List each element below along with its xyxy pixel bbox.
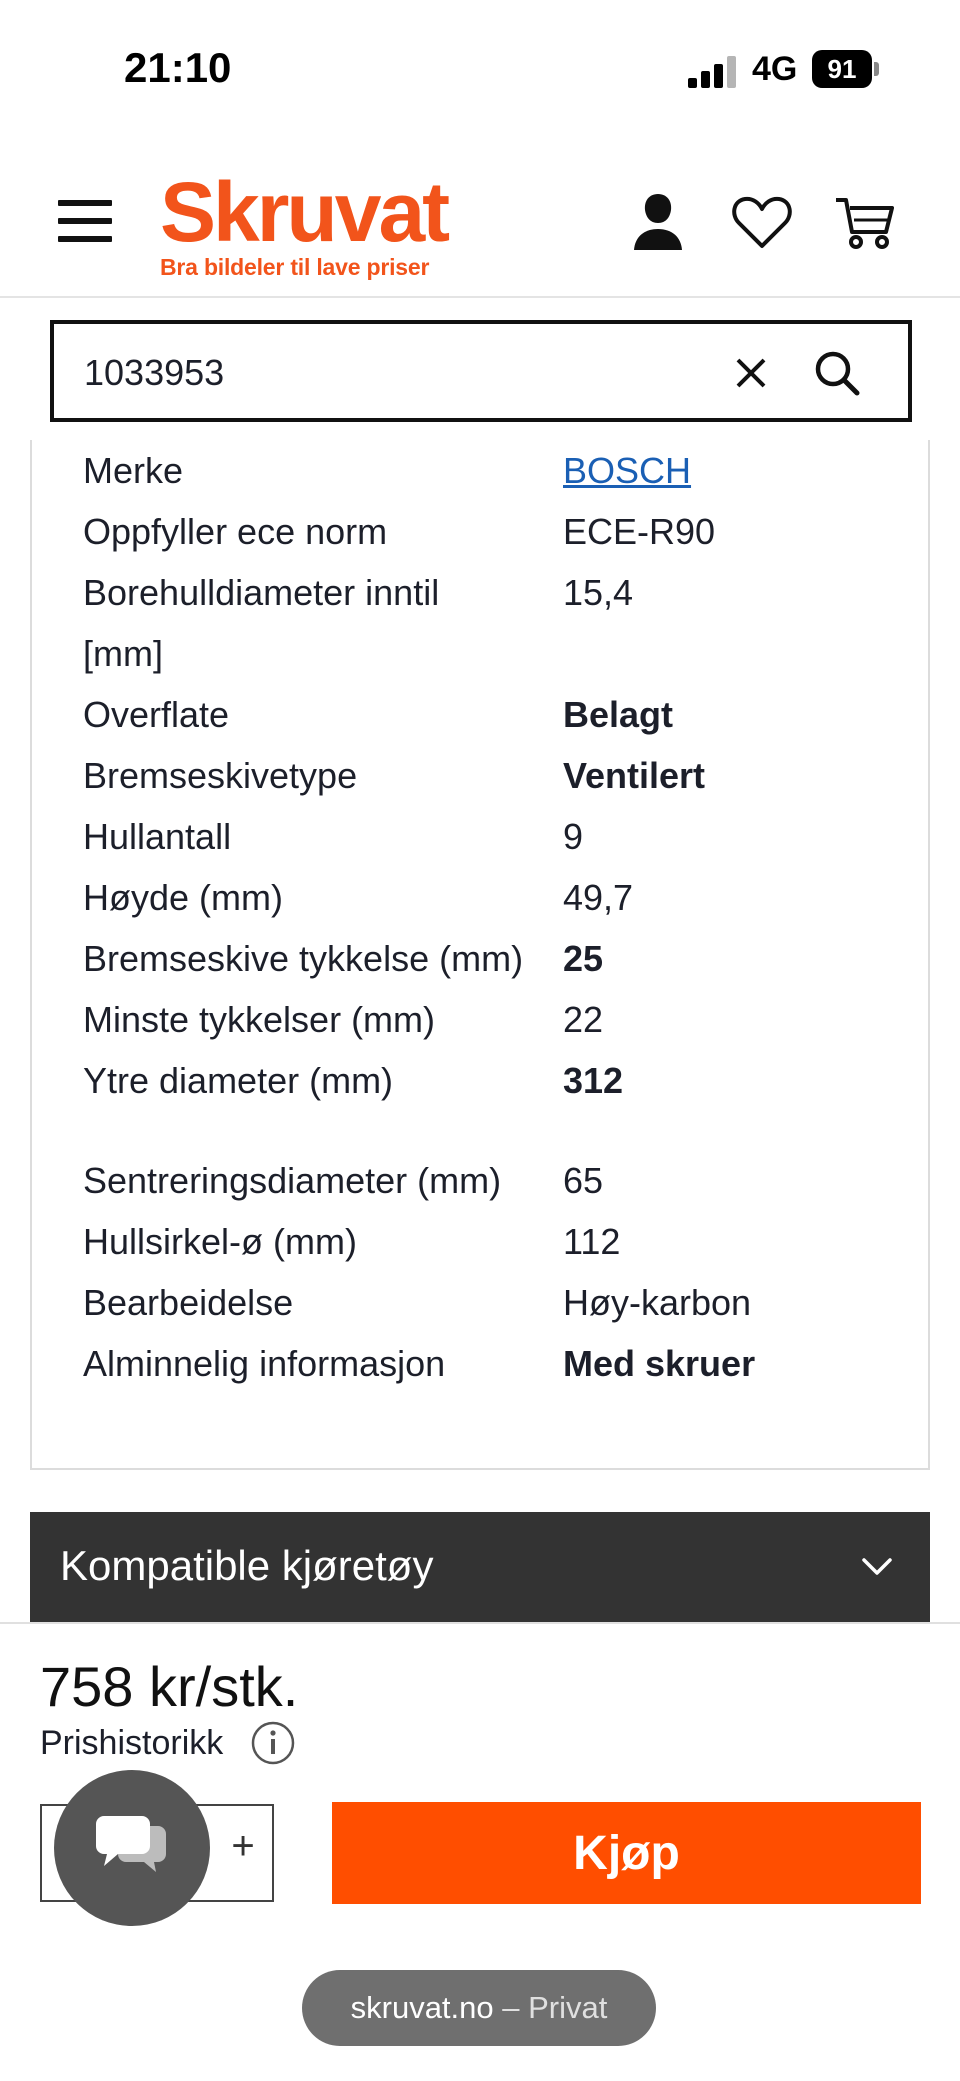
browser-mode: Privat bbox=[528, 1990, 608, 2025]
logo-text: Skruvat bbox=[160, 165, 448, 259]
quantity-plus-button[interactable]: + bbox=[231, 1824, 255, 1868]
spec-label: Bremseskivetype bbox=[83, 755, 358, 796]
browser-separator: – bbox=[493, 1990, 529, 2025]
spec-value: 312 bbox=[563, 1060, 624, 1101]
price: 758 kr/stk. bbox=[40, 1655, 299, 1718]
battery-level: 91 bbox=[812, 50, 872, 88]
logo-tagline: Bra bildeler til lave priser bbox=[160, 254, 430, 280]
search-input[interactable] bbox=[84, 346, 724, 400]
compatible-vehicles-label: Kompatible kjøretøy bbox=[60, 1542, 434, 1589]
menu-icon[interactable] bbox=[58, 200, 112, 242]
chat-icon bbox=[92, 1812, 172, 1884]
spec-value: 9 bbox=[563, 816, 584, 857]
spec-value: Belagt bbox=[563, 694, 674, 735]
spec-value: 25 bbox=[563, 938, 604, 979]
browser-domain: skruvat.no bbox=[350, 1990, 494, 2025]
spec-value: 22 bbox=[563, 999, 604, 1040]
close-icon[interactable] bbox=[724, 346, 778, 400]
search-bar bbox=[50, 320, 912, 422]
spec-value: Høy-karbon bbox=[563, 1282, 752, 1323]
spec-label: Sentreringsdiameter (mm) bbox=[83, 1160, 502, 1201]
spec-value: Med skruer bbox=[563, 1343, 756, 1384]
logo[interactable] bbox=[160, 165, 448, 281]
spec-value: 65 bbox=[563, 1160, 604, 1201]
spec-value: ECE-R90 bbox=[563, 511, 716, 552]
spec-label: Oppfyller ece norm bbox=[83, 511, 388, 552]
info-icon[interactable] bbox=[250, 1720, 296, 1766]
spec-label: Hullsirkel-ø (mm) bbox=[83, 1221, 357, 1262]
spec-value: 49,7 bbox=[563, 877, 634, 918]
spec-label: Bearbeidelse bbox=[83, 1282, 294, 1323]
cart-icon[interactable] bbox=[832, 190, 896, 254]
network-type: 4G bbox=[752, 50, 798, 88]
status-bar bbox=[0, 0, 960, 140]
spec-label: Ytre diameter (mm) bbox=[83, 1060, 394, 1101]
site-header bbox=[0, 140, 960, 298]
spec-value: Ventilert bbox=[563, 755, 706, 796]
spec-label: Høyde (mm) bbox=[83, 877, 283, 918]
signal-icon bbox=[688, 56, 740, 88]
spec-label: Merke bbox=[83, 450, 184, 491]
heart-icon[interactable] bbox=[730, 190, 794, 254]
user-icon[interactable] bbox=[626, 190, 690, 254]
spec-value: 15,4 bbox=[563, 572, 634, 613]
spec-label: Borehulldiameter inntil [mm] bbox=[83, 572, 440, 674]
spec-label: Alminnelig informasjon bbox=[83, 1343, 446, 1384]
spec-value: 112 bbox=[563, 1221, 621, 1262]
spec-label: Overflate bbox=[83, 694, 230, 735]
chevron-down-icon bbox=[858, 1548, 896, 1586]
spec-panel bbox=[30, 440, 930, 1470]
spec-label: Hullantall bbox=[83, 816, 232, 857]
compatible-vehicles-toggle[interactable] bbox=[30, 1512, 930, 1622]
buy-button[interactable]: Kjøp bbox=[332, 1802, 921, 1904]
status-time: 21:10 bbox=[124, 44, 232, 91]
chat-button[interactable] bbox=[54, 1770, 210, 1926]
price-history-label[interactable]: Prishistorikk bbox=[40, 1724, 224, 1762]
battery-icon bbox=[812, 50, 880, 88]
spec-label: Bremseskive tykkelse (mm) bbox=[83, 938, 524, 979]
spec-label: Minste tykkelser (mm) bbox=[83, 999, 436, 1040]
brand-link[interactable]: BOSCH bbox=[563, 450, 692, 491]
browser-url-pill[interactable] bbox=[302, 1970, 656, 2046]
search-icon[interactable] bbox=[808, 344, 866, 402]
